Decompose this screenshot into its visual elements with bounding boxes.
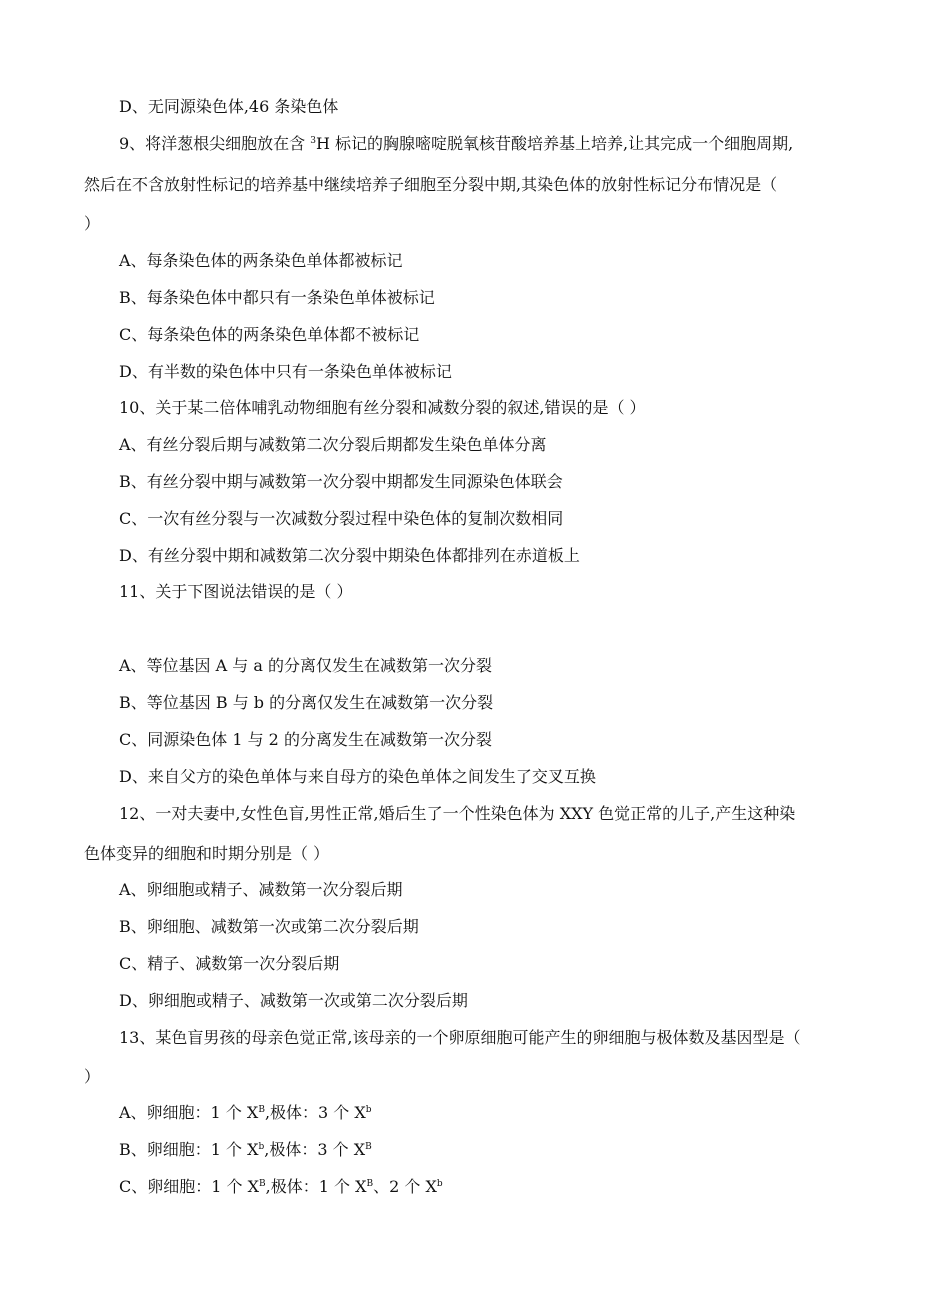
q9-option-c: C、每条染色体的两条染色单体都不被标记 bbox=[119, 325, 420, 344]
q9-option-d: D、有半数的染色体中只有一条染色单体被标记 bbox=[119, 362, 452, 381]
q10-option-b: B、有丝分裂中期与减数第一次分裂中期都发生同源染色体联会 bbox=[119, 472, 563, 491]
q10-option-c: C、一次有丝分裂与一次减数分裂过程中染色体的复制次数相同 bbox=[119, 509, 564, 528]
q11-option-d: D、来自父方的染色单体与来自母方的染色单体之间发生了交叉互换 bbox=[119, 767, 596, 786]
q13-option-a bbox=[119, 1102, 372, 1124]
q9-stem-line1 bbox=[119, 133, 793, 155]
q13-a-text1: A、卵细胞：1 个 X bbox=[119, 1103, 259, 1122]
q13-option-c bbox=[119, 1176, 443, 1198]
q12-option-a: A、卵细胞或精子、减数第一次分裂后期 bbox=[119, 880, 403, 899]
q12-option-d: D、卵细胞或精子、减数第一次或第二次分裂后期 bbox=[119, 991, 468, 1010]
q8-option-d: D、无同源染色体,46 条染色体 bbox=[119, 97, 339, 116]
q12-option-b: B、卵细胞、减数第一次或第二次分裂后期 bbox=[119, 917, 419, 936]
q11-option-a: A、等位基因 A 与 a 的分离仅发生在减数第一次分裂 bbox=[119, 656, 492, 675]
q10-option-a: A、有丝分裂后期与减数第二次分裂后期都发生染色单体分离 bbox=[119, 435, 547, 454]
q10-stem: 10、关于某二倍体哺乳动物细胞有丝分裂和减数分裂的叙述,错误的是（ ） bbox=[119, 398, 646, 417]
q13-stem-line1: 13、某色盲男孩的母亲色觉正常,该母亲的一个卵原细胞可能产生的卵细胞与极体数及基因型是（ bbox=[119, 1028, 801, 1047]
q12-stem-line2: 色体变异的细胞和时期分别是（ ） bbox=[84, 844, 330, 863]
q11-option-b: B、等位基因 B 与 b 的分离仅发生在减数第一次分裂 bbox=[119, 693, 494, 712]
q9-option-b: B、每条染色体中都只有一条染色单体被标记 bbox=[119, 288, 435, 307]
q13-stem-line2: ） bbox=[84, 1067, 101, 1086]
q13-b-sup2: B bbox=[365, 1142, 372, 1152]
q12-option-c: C、精子、减数第一次分裂后期 bbox=[119, 954, 340, 973]
q9-stem-line2: 然后在不含放射性标记的培养基中继续培养子细胞至分裂中期,其染色体的放射性标记分布情况是（ bbox=[84, 175, 778, 194]
q9-stem-line3: ） bbox=[84, 214, 101, 233]
q13-b-sup1: b bbox=[258, 1142, 265, 1152]
q13-c-sup3: b bbox=[436, 1179, 443, 1189]
q13-b-text2: ,极体：3 个 X bbox=[264, 1140, 366, 1159]
q11-stem: 11、关于下图说法错误的是（ ） bbox=[119, 582, 353, 601]
q13-c-sup1: B bbox=[259, 1179, 266, 1189]
q13-c-text3: 、2 个 X bbox=[373, 1177, 437, 1196]
q9-stem-pre: 9、将洋葱根尖细胞放在含 bbox=[119, 134, 311, 153]
q13-a-sup2: b bbox=[365, 1105, 372, 1115]
q9-option-a: A、每条染色体的两条染色单体都被标记 bbox=[119, 251, 403, 270]
q13-b-text1: B、卵细胞：1 个 X bbox=[119, 1140, 259, 1159]
q11-option-c: C、同源染色体 1 与 2 的分离发生在减数第一次分裂 bbox=[119, 730, 492, 749]
q13-c-text1: C、卵细胞：1 个 X bbox=[119, 1177, 259, 1196]
q9-stem-post: H 标记的胸腺嘧啶脱氧核苷酸培养基上培养,让其完成一个细胞周期, bbox=[316, 134, 794, 153]
q13-a-sup1: B bbox=[258, 1105, 265, 1115]
q13-c-sup2: B bbox=[366, 1179, 374, 1189]
q10-option-d: D、有丝分裂中期和减数第二次分裂中期染色体都排列在赤道板上 bbox=[119, 546, 580, 565]
q12-stem-line1: 12、一对夫妻中,女性色盲,男性正常,婚后生了一个性染色体为 XXY 色觉正常的儿子,产生这种染 bbox=[119, 804, 796, 823]
q13-option-b bbox=[119, 1139, 372, 1161]
q9-superscript: 3 bbox=[310, 136, 317, 146]
q13-c-text2: ,极体：1 个 X bbox=[265, 1177, 367, 1196]
q13-a-text2: ,极体：3 个 X bbox=[264, 1103, 366, 1122]
